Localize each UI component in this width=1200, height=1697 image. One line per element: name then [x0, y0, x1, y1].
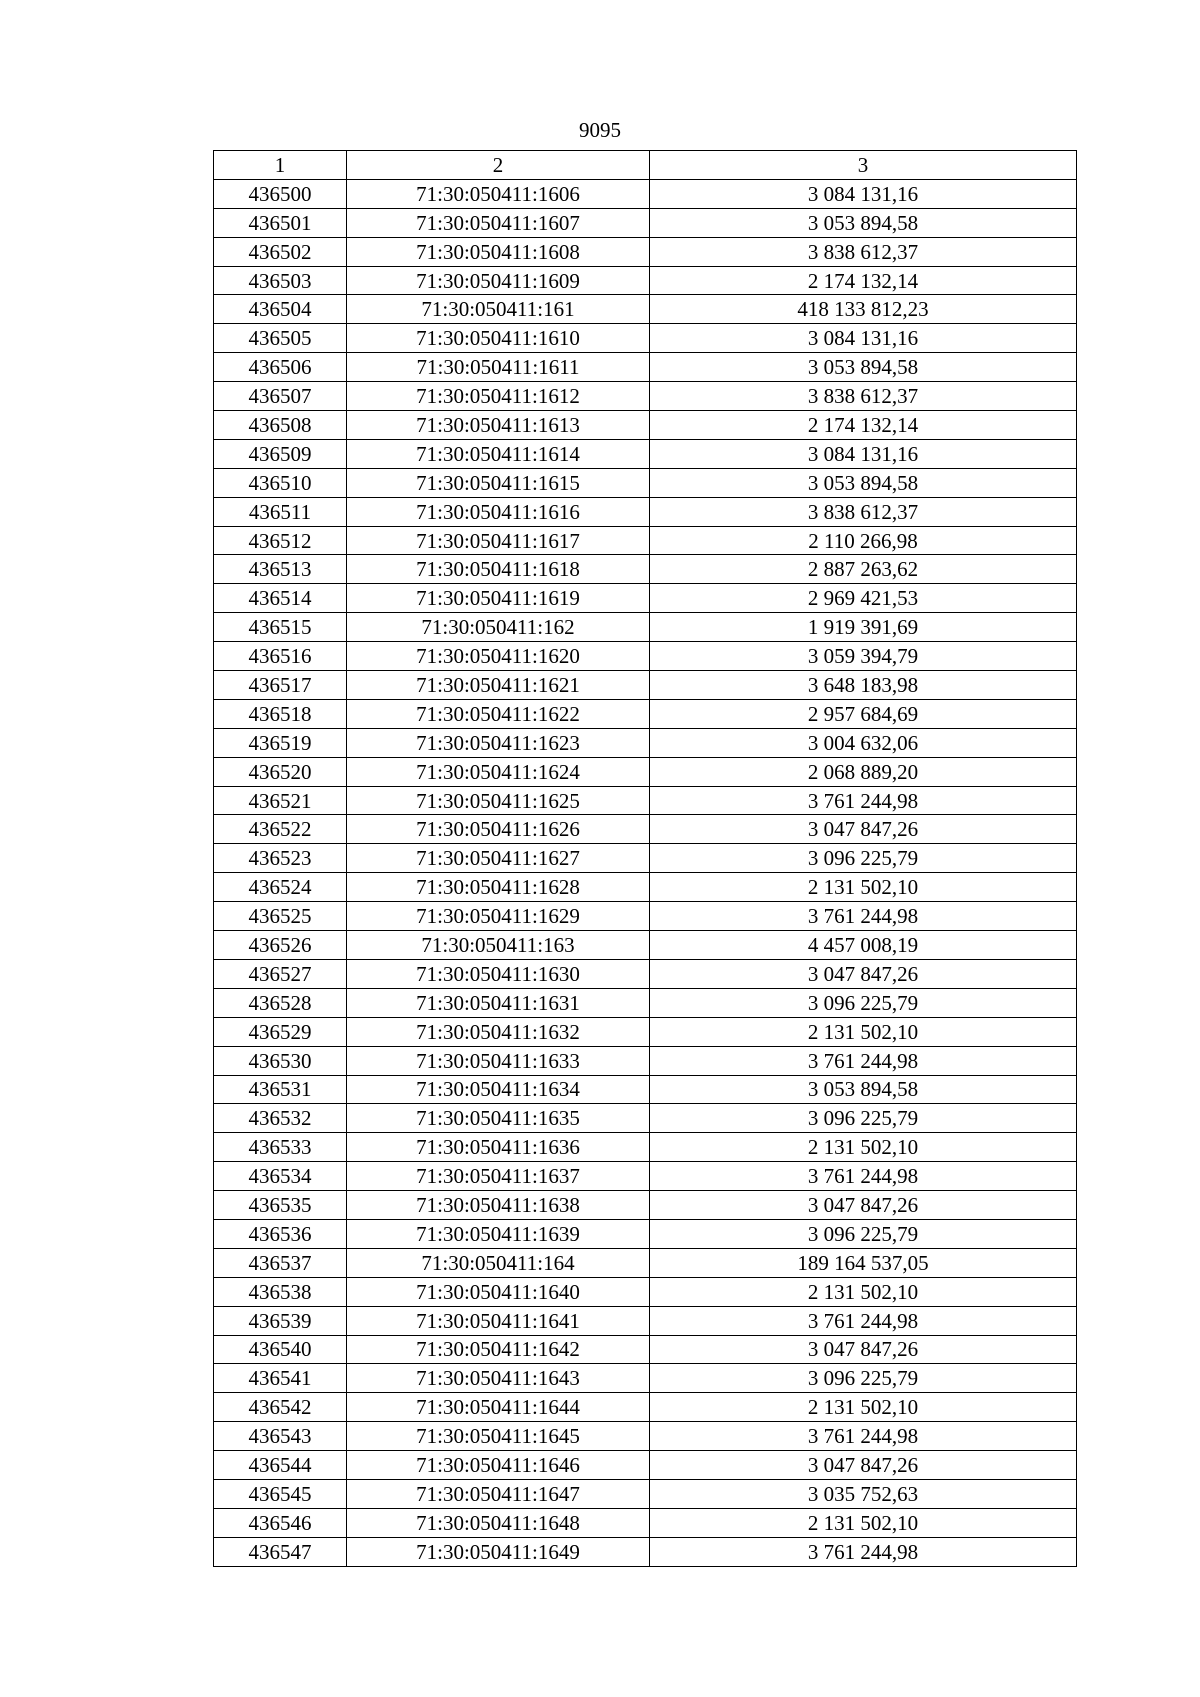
table-row [214, 959, 1077, 988]
cadastral-value-cell: 2 110 266,98 [650, 526, 1077, 555]
cadastral-value-cell: 3 084 131,16 [650, 439, 1077, 468]
cadastral-value-cell: 3 761 244,98 [650, 1306, 1077, 1335]
cadastral-value-cell: 3 096 225,79 [650, 988, 1077, 1017]
table-row [214, 1508, 1077, 1537]
cadastral-value-cell: 3 084 131,16 [650, 179, 1077, 208]
cadastral-number-cell: 71:30:050411:1618 [347, 555, 650, 584]
cadastral-number-cell: 71:30:050411:1643 [347, 1364, 650, 1393]
row-number-cell: 436503 [214, 266, 347, 295]
cadastral-number-cell: 71:30:050411:1635 [347, 1104, 650, 1133]
cadastral-number-cell: 71:30:050411:1621 [347, 671, 650, 700]
cadastral-number-cell: 71:30:050411:1617 [347, 526, 650, 555]
row-number-cell: 436546 [214, 1508, 347, 1537]
row-number-cell: 436532 [214, 1104, 347, 1133]
table-row [214, 902, 1077, 931]
table-row [214, 988, 1077, 1017]
row-number-cell: 436511 [214, 497, 347, 526]
table-row [214, 555, 1077, 584]
table-row [214, 1393, 1077, 1422]
table-row [214, 1104, 1077, 1133]
cadastral-value-cell: 3 838 612,37 [650, 382, 1077, 411]
row-number-cell: 436502 [214, 237, 347, 266]
table-row [214, 411, 1077, 440]
cadastral-number-cell: 71:30:050411:1645 [347, 1422, 650, 1451]
cadastral-value-cell: 189 164 537,05 [650, 1248, 1077, 1277]
cadastral-number-cell: 71:30:050411:1610 [347, 324, 650, 353]
table-row [214, 671, 1077, 700]
row-number-cell: 436519 [214, 728, 347, 757]
cadastral-value-cell: 3 047 847,26 [650, 1335, 1077, 1364]
cadastral-number-cell: 71:30:050411:1629 [347, 902, 650, 931]
cadastral-value-cell: 2 887 263,62 [650, 555, 1077, 584]
table-body [214, 179, 1077, 1566]
cadastral-number-cell: 71:30:050411:1627 [347, 844, 650, 873]
cadastral-value-cell: 3 047 847,26 [650, 959, 1077, 988]
cadastral-value-cell: 3 648 183,98 [650, 671, 1077, 700]
table-row [214, 1277, 1077, 1306]
cadastral-number-cell: 71:30:050411:1611 [347, 353, 650, 382]
cadastral-value-cell: 3 838 612,37 [650, 237, 1077, 266]
cadastral-number-cell: 71:30:050411:1619 [347, 584, 650, 613]
page-number: 9095 [579, 118, 621, 142]
cadastral-value-cell: 3 096 225,79 [650, 1104, 1077, 1133]
cadastral-number-cell: 71:30:050411:164 [347, 1248, 650, 1277]
table-row [214, 382, 1077, 411]
row-number-cell: 436505 [214, 324, 347, 353]
table-row [214, 873, 1077, 902]
row-number-cell: 436539 [214, 1306, 347, 1335]
cadastral-value-cell: 3 059 394,79 [650, 642, 1077, 671]
cadastral-value-cell: 3 096 225,79 [650, 1219, 1077, 1248]
row-number-cell: 436517 [214, 671, 347, 700]
cadastral-value-cell: 3 004 632,06 [650, 728, 1077, 757]
table-row [214, 728, 1077, 757]
table-row [214, 237, 1077, 266]
cadastral-value-cell: 2 131 502,10 [650, 1277, 1077, 1306]
table-row [214, 815, 1077, 844]
row-number-cell: 436508 [214, 411, 347, 440]
row-number-cell: 436536 [214, 1219, 347, 1248]
cadastral-number-cell: 71:30:050411:1614 [347, 439, 650, 468]
cadastral-number-cell: 71:30:050411:1648 [347, 1508, 650, 1537]
cadastral-value-cell: 2 174 132,14 [650, 411, 1077, 440]
cadastral-value-cell: 3 047 847,26 [650, 1191, 1077, 1220]
cadastral-value-cell: 3 047 847,26 [650, 1451, 1077, 1480]
row-number-cell: 436534 [214, 1162, 347, 1191]
table-row [214, 1335, 1077, 1364]
row-number-cell: 436527 [214, 959, 347, 988]
table-row [214, 1075, 1077, 1104]
row-number-cell: 436530 [214, 1046, 347, 1075]
cadastral-value-cell: 3 053 894,58 [650, 208, 1077, 237]
cadastral-number-cell: 71:30:050411:1612 [347, 382, 650, 411]
table-row [214, 208, 1077, 237]
row-number-cell: 436514 [214, 584, 347, 613]
cadastral-number-cell: 71:30:050411:1637 [347, 1162, 650, 1191]
cadastral-number-cell: 71:30:050411:1644 [347, 1393, 650, 1422]
row-number-cell: 436535 [214, 1191, 347, 1220]
row-number-cell: 436545 [214, 1479, 347, 1508]
table-row [214, 757, 1077, 786]
cadastral-value-cell: 3 761 244,98 [650, 1162, 1077, 1191]
table-row [214, 353, 1077, 382]
table-row [214, 497, 1077, 526]
row-number-cell: 436520 [214, 757, 347, 786]
cadastral-number-cell: 71:30:050411:162 [347, 613, 650, 642]
cadastral-number-cell: 71:30:050411:1615 [347, 468, 650, 497]
row-number-cell: 436509 [214, 439, 347, 468]
table-row [214, 324, 1077, 353]
row-number-cell: 436525 [214, 902, 347, 931]
table-row [214, 584, 1077, 613]
table-row [214, 1479, 1077, 1508]
cadastral-number-cell: 71:30:050411:1616 [347, 497, 650, 526]
row-number-cell: 436516 [214, 642, 347, 671]
row-number-cell: 436537 [214, 1248, 347, 1277]
cadastral-value-cell: 3 761 244,98 [650, 1537, 1077, 1566]
cadastral-value-cell: 3 053 894,58 [650, 1075, 1077, 1104]
row-number-cell: 436541 [214, 1364, 347, 1393]
cadastral-number-cell: 71:30:050411:1620 [347, 642, 650, 671]
cadastral-number-cell: 71:30:050411:1649 [347, 1537, 650, 1566]
cadastral-value-cell: 3 053 894,58 [650, 468, 1077, 497]
cadastral-number-cell: 71:30:050411:1626 [347, 815, 650, 844]
row-number-cell: 436538 [214, 1277, 347, 1306]
table-row [214, 613, 1077, 642]
cadastral-number-cell: 71:30:050411:1641 [347, 1306, 650, 1335]
cadastral-number-cell: 71:30:050411:1633 [347, 1046, 650, 1075]
cadastral-value-cell: 3 838 612,37 [650, 497, 1077, 526]
cadastral-value-cell: 2 131 502,10 [650, 1133, 1077, 1162]
cadastral-value-cell: 2 131 502,10 [650, 1017, 1077, 1046]
cadastral-number-cell: 71:30:050411:1609 [347, 266, 650, 295]
row-number-cell: 436513 [214, 555, 347, 584]
row-number-cell: 436518 [214, 699, 347, 728]
row-number-cell: 436540 [214, 1335, 347, 1364]
cadastral-number-cell: 71:30:050411:1631 [347, 988, 650, 1017]
table-row [214, 1537, 1077, 1566]
cadastral-number-cell: 71:30:050411:161 [347, 295, 650, 324]
column-header-1: 1 [214, 151, 347, 180]
cadastral-number-cell: 71:30:050411:1625 [347, 786, 650, 815]
cadastral-value-cell: 2 068 889,20 [650, 757, 1077, 786]
header-row [214, 151, 1077, 180]
cadastral-value-cell: 418 133 812,23 [650, 295, 1077, 324]
cadastral-number-cell: 71:30:050411:1623 [347, 728, 650, 757]
cadastral-number-cell: 71:30:050411:1636 [347, 1133, 650, 1162]
cadastral-number-cell: 71:30:050411:1638 [347, 1191, 650, 1220]
cadastral-value-cell: 3 053 894,58 [650, 353, 1077, 382]
cadastral-number-cell: 71:30:050411:163 [347, 931, 650, 960]
table-row [214, 1306, 1077, 1335]
table-row [214, 642, 1077, 671]
cadastral-number-cell: 71:30:050411:1624 [347, 757, 650, 786]
cadastral-number-cell: 71:30:050411:1630 [347, 959, 650, 988]
cadastral-value-cell: 2 957 684,69 [650, 699, 1077, 728]
table-row [214, 179, 1077, 208]
row-number-cell: 436507 [214, 382, 347, 411]
cadastral-value-cell: 3 047 847,26 [650, 815, 1077, 844]
row-number-cell: 436547 [214, 1537, 347, 1566]
table-row [214, 1162, 1077, 1191]
cadastral-value-cell: 4 457 008,19 [650, 931, 1077, 960]
table-row [214, 1248, 1077, 1277]
table-row [214, 468, 1077, 497]
row-number-cell: 436544 [214, 1451, 347, 1480]
cadastral-value-cell: 2 131 502,10 [650, 1393, 1077, 1422]
cadastral-number-cell: 71:30:050411:1646 [347, 1451, 650, 1480]
cadastral-number-cell: 71:30:050411:1639 [347, 1219, 650, 1248]
cadastral-value-cell: 3 096 225,79 [650, 844, 1077, 873]
cadastral-number-cell: 71:30:050411:1608 [347, 237, 650, 266]
row-number-cell: 436521 [214, 786, 347, 815]
cadastral-value-cell: 3 761 244,98 [650, 902, 1077, 931]
column-header-3: 3 [650, 151, 1077, 180]
row-number-cell: 436522 [214, 815, 347, 844]
table-row [214, 526, 1077, 555]
cadastral-value-cell: 3 096 225,79 [650, 1364, 1077, 1393]
cadastral-value-cell: 3 761 244,98 [650, 1422, 1077, 1451]
row-number-cell: 436533 [214, 1133, 347, 1162]
table-row [214, 1133, 1077, 1162]
cadastral-number-cell: 71:30:050411:1628 [347, 873, 650, 902]
cadastral-number-cell: 71:30:050411:1634 [347, 1075, 650, 1104]
cadastral-number-cell: 71:30:050411:1606 [347, 179, 650, 208]
row-number-cell: 436526 [214, 931, 347, 960]
row-number-cell: 436500 [214, 179, 347, 208]
cadastral-number-cell: 71:30:050411:1622 [347, 699, 650, 728]
cadastral-number-cell: 71:30:050411:1607 [347, 208, 650, 237]
row-number-cell: 436510 [214, 468, 347, 497]
row-number-cell: 436529 [214, 1017, 347, 1046]
table-header [214, 151, 1077, 180]
row-number-cell: 436528 [214, 988, 347, 1017]
table-row [214, 1422, 1077, 1451]
cadastral-number-cell: 71:30:050411:1647 [347, 1479, 650, 1508]
row-number-cell: 436504 [214, 295, 347, 324]
row-number-cell: 436523 [214, 844, 347, 873]
cadastral-value-cell: 3 084 131,16 [650, 324, 1077, 353]
table-row [214, 266, 1077, 295]
cadastral-number-cell: 71:30:050411:1640 [347, 1277, 650, 1306]
table-row [214, 1017, 1077, 1046]
table-row [214, 1046, 1077, 1075]
row-number-cell: 436501 [214, 208, 347, 237]
row-number-cell: 436512 [214, 526, 347, 555]
cadastral-value-cell: 3 761 244,98 [650, 1046, 1077, 1075]
row-number-cell: 436506 [214, 353, 347, 382]
table-row [214, 439, 1077, 468]
cadastral-number-cell: 71:30:050411:1632 [347, 1017, 650, 1046]
cadastral-value-table [213, 150, 1077, 1567]
cadastral-value-cell: 1 919 391,69 [650, 613, 1077, 642]
cadastral-number-cell: 71:30:050411:1642 [347, 1335, 650, 1364]
table-row [214, 1191, 1077, 1220]
table-row [214, 1451, 1077, 1480]
table-row [214, 295, 1077, 324]
cadastral-number-cell: 71:30:050411:1613 [347, 411, 650, 440]
cadastral-value-cell: 2 131 502,10 [650, 1508, 1077, 1537]
table-row [214, 1219, 1077, 1248]
row-number-cell: 436542 [214, 1393, 347, 1422]
table-row [214, 844, 1077, 873]
table-row [214, 931, 1077, 960]
row-number-cell: 436515 [214, 613, 347, 642]
row-number-cell: 436543 [214, 1422, 347, 1451]
cadastral-value-cell: 2 969 421,53 [650, 584, 1077, 613]
row-number-cell: 436524 [214, 873, 347, 902]
table-row [214, 1364, 1077, 1393]
table-row [214, 699, 1077, 728]
table-row [214, 786, 1077, 815]
column-header-2: 2 [347, 151, 650, 180]
cadastral-value-cell: 3 761 244,98 [650, 786, 1077, 815]
cadastral-value-cell: 2 174 132,14 [650, 266, 1077, 295]
cadastral-value-cell: 3 035 752,63 [650, 1479, 1077, 1508]
cadastral-value-cell: 2 131 502,10 [650, 873, 1077, 902]
row-number-cell: 436531 [214, 1075, 347, 1104]
